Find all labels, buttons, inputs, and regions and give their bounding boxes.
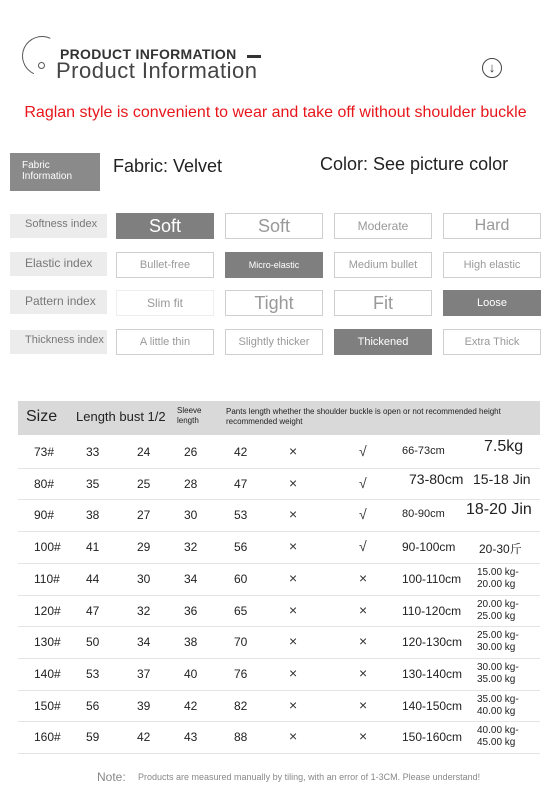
size-cell-m1: × [289, 474, 298, 491]
size-cell-pants: 65 [234, 603, 248, 618]
download-icon[interactable]: ↓ [482, 58, 502, 78]
size-cell-bust: 42 [137, 730, 151, 745]
size-cell-pants: 42 [234, 445, 248, 459]
color-value: Color: See picture color [320, 154, 509, 174]
elastic-option-bullet-free: Bullet-free [116, 252, 214, 278]
size-cell-length: 53 [86, 666, 100, 681]
size-cell-size: 90# [34, 508, 55, 523]
size-cell-weight: 7.5kg [484, 438, 524, 455]
thickness-option-thickened: Thickened [334, 329, 432, 355]
size-cell-weight: 15-18 Jin [473, 470, 531, 487]
size-cell-m1: × [289, 506, 298, 523]
size-cell-weight: 30.00 kg-35.00 kg [477, 661, 519, 685]
size-cell-size: 110# [34, 571, 60, 586]
pattern-option-tight: Tight [225, 290, 323, 316]
size-cell-bust: 30 [137, 571, 151, 586]
section-title-small: PRODUCT INFORMATION [60, 46, 237, 62]
size-cell-length: 35 [86, 476, 100, 491]
size-cell-sleeve: 28 [184, 476, 198, 491]
elastic-index-label: Elastic index [10, 252, 107, 276]
size-cell-m2: √ [359, 538, 367, 555]
size-cell-bust: 24 [137, 445, 151, 459]
thickness-option-extra-thick: Extra Thick [443, 329, 541, 355]
size-cell-length: 56 [86, 698, 100, 713]
size-cell-size: 73# [34, 445, 55, 459]
size-cell-bust: 34 [137, 635, 151, 650]
size-cell-m2: × [359, 633, 368, 650]
size-cell-height: 100-110cm [402, 571, 462, 586]
thickness-index-label: Thickness index [10, 330, 107, 354]
header-length-bust: Length bust 1/2 [76, 409, 166, 424]
size-cell-bust: 27 [137, 508, 151, 523]
header-size: Size [26, 408, 58, 425]
size-cell-m2: √ [359, 506, 367, 523]
size-cell-length: 59 [86, 730, 100, 745]
row-divider [18, 468, 540, 469]
size-cell-height: 140-150cm [402, 698, 463, 713]
size-cell-m1: × [289, 538, 298, 555]
size-cell-pants: 82 [234, 698, 248, 713]
logo-dot-icon [38, 62, 45, 69]
size-cell-height: 90-100cm [402, 540, 456, 555]
softness-index-label: Softness index [10, 214, 107, 238]
size-cell-bust: 29 [137, 540, 151, 555]
size-cell-sleeve: 43 [184, 730, 198, 745]
size-cell-size: 140# [34, 666, 61, 681]
pattern-index-label: Pattern index [10, 290, 107, 314]
size-cell-m2: √ [359, 474, 367, 491]
size-cell-size: 160# [34, 730, 61, 745]
row-divider [18, 563, 540, 564]
size-cell-m1: × [289, 728, 298, 745]
size-cell-weight: 18-20 Jin [466, 501, 532, 519]
row-divider [18, 626, 540, 627]
size-cell-m2: × [359, 601, 368, 618]
header-sleeve-length: Sleeve length [177, 406, 202, 425]
elastic-option-high-elastic: High elastic [443, 252, 541, 278]
size-cell-m1: × [289, 601, 298, 618]
size-cell-m1: × [289, 633, 298, 650]
headline: Raglan style is convenient to wear and take off without shoulder buckle [24, 104, 527, 121]
pattern-option-slim-fit: Slim fit [116, 290, 214, 316]
pattern-option-loose: Loose [443, 290, 541, 316]
size-cell-m2: √ [359, 443, 367, 459]
size-cell-length: 33 [86, 445, 100, 459]
size-cell-size: 100# [34, 540, 61, 555]
note-label: Note: [97, 770, 126, 784]
size-cell-pants: 60 [234, 571, 248, 586]
size-cell-length: 50 [86, 635, 100, 650]
size-cell-m2: × [359, 696, 368, 713]
size-cell-height: 150-160cm [402, 730, 463, 745]
size-cell-m1: × [289, 569, 298, 586]
size-cell-sleeve: 36 [184, 603, 198, 618]
size-cell-sleeve: 26 [184, 445, 198, 459]
size-cell-pants: 56 [234, 540, 248, 555]
section-title: Product Information [56, 58, 258, 83]
size-cell-size: 130# [34, 635, 61, 650]
size-cell-sleeve: 32 [184, 540, 198, 555]
row-divider [18, 753, 540, 754]
size-cell-height: 80-90cm [402, 508, 445, 521]
pattern-option-fit: Fit [334, 290, 432, 316]
size-cell-sleeve: 34 [184, 571, 198, 586]
size-cell-size: 150# [34, 698, 61, 713]
softness-option-hard: Hard [443, 213, 541, 239]
size-cell-pants: 47 [234, 476, 248, 491]
size-cell-length: 47 [86, 603, 100, 618]
fabric-information-label: Fabric Information [10, 153, 100, 191]
size-cell-size: 120# [34, 603, 61, 618]
size-cell-height: 110-120cm [402, 603, 462, 618]
size-cell-bust: 37 [137, 666, 151, 681]
size-cell-m2: × [359, 664, 368, 681]
size-cell-weight: 40.00 kg-45.00 kg [477, 725, 519, 749]
softness-option-soft-2: Soft [225, 213, 323, 239]
size-cell-bust: 32 [137, 603, 151, 618]
softness-option-moderate: Moderate [334, 213, 432, 239]
size-cell-sleeve: 38 [184, 635, 198, 650]
size-cell-size: 80# [34, 476, 55, 491]
row-divider [18, 690, 540, 691]
row-divider [18, 595, 540, 596]
size-cell-length: 38 [86, 508, 100, 523]
note-text: Products are measured manually by tiling, with an error of 1-3CM. Please understand! [138, 772, 481, 782]
size-cell-pants: 88 [234, 730, 248, 745]
size-cell-height: 120-130cm [402, 635, 463, 650]
size-cell-height: 130-140cm [402, 666, 463, 681]
size-cell-weight: 25.00 kg-30.00 kg [477, 630, 519, 654]
softness-option-soft: Soft [116, 213, 214, 239]
size-cell-bust: 25 [137, 476, 151, 491]
size-cell-weight: 15.00 kg-20.00 kg [477, 566, 519, 590]
size-cell-m1: × [289, 664, 298, 681]
row-divider [18, 499, 540, 500]
size-cell-pants: 70 [234, 635, 248, 650]
elastic-option-medium-bullet: Medium bullet [334, 252, 432, 278]
size-cell-length: 41 [86, 540, 100, 555]
size-cell-m2: × [359, 569, 368, 586]
size-cell-m2: × [359, 728, 368, 745]
row-divider [18, 658, 540, 659]
size-cell-pants: 53 [234, 508, 248, 523]
row-divider [18, 721, 540, 722]
size-cell-height: 73-80cm [409, 470, 464, 487]
row-divider [18, 531, 540, 532]
size-cell-m1: × [289, 443, 298, 459]
size-cell-m1: × [289, 696, 298, 713]
fabric-value: Fabric: Velvet [113, 156, 223, 176]
size-cell-sleeve: 40 [184, 666, 198, 681]
thickness-option-a-little-thin: A little thin [116, 329, 214, 355]
elastic-option-micro-elastic: Micro-elastic [225, 252, 323, 278]
size-cell-weight: 35.00 kg-40.00 kg [477, 693, 519, 717]
size-cell-height: 66-73cm [402, 445, 445, 457]
size-cell-weight: 20-30斤 [479, 542, 522, 557]
size-cell-length: 44 [86, 571, 100, 586]
thickness-option-slightly-thicker: Slightly thicker [225, 329, 323, 355]
size-cell-weight: 20.00 kg-25.00 kg [477, 598, 519, 622]
size-cell-bust: 39 [137, 698, 151, 713]
size-cell-sleeve: 30 [184, 508, 198, 523]
header-pants-height-weight: Pants length whether the shoulder buckle is open or not recommended height recommended weight [226, 407, 501, 426]
size-cell-pants: 76 [234, 666, 248, 681]
size-cell-sleeve: 42 [184, 698, 198, 713]
